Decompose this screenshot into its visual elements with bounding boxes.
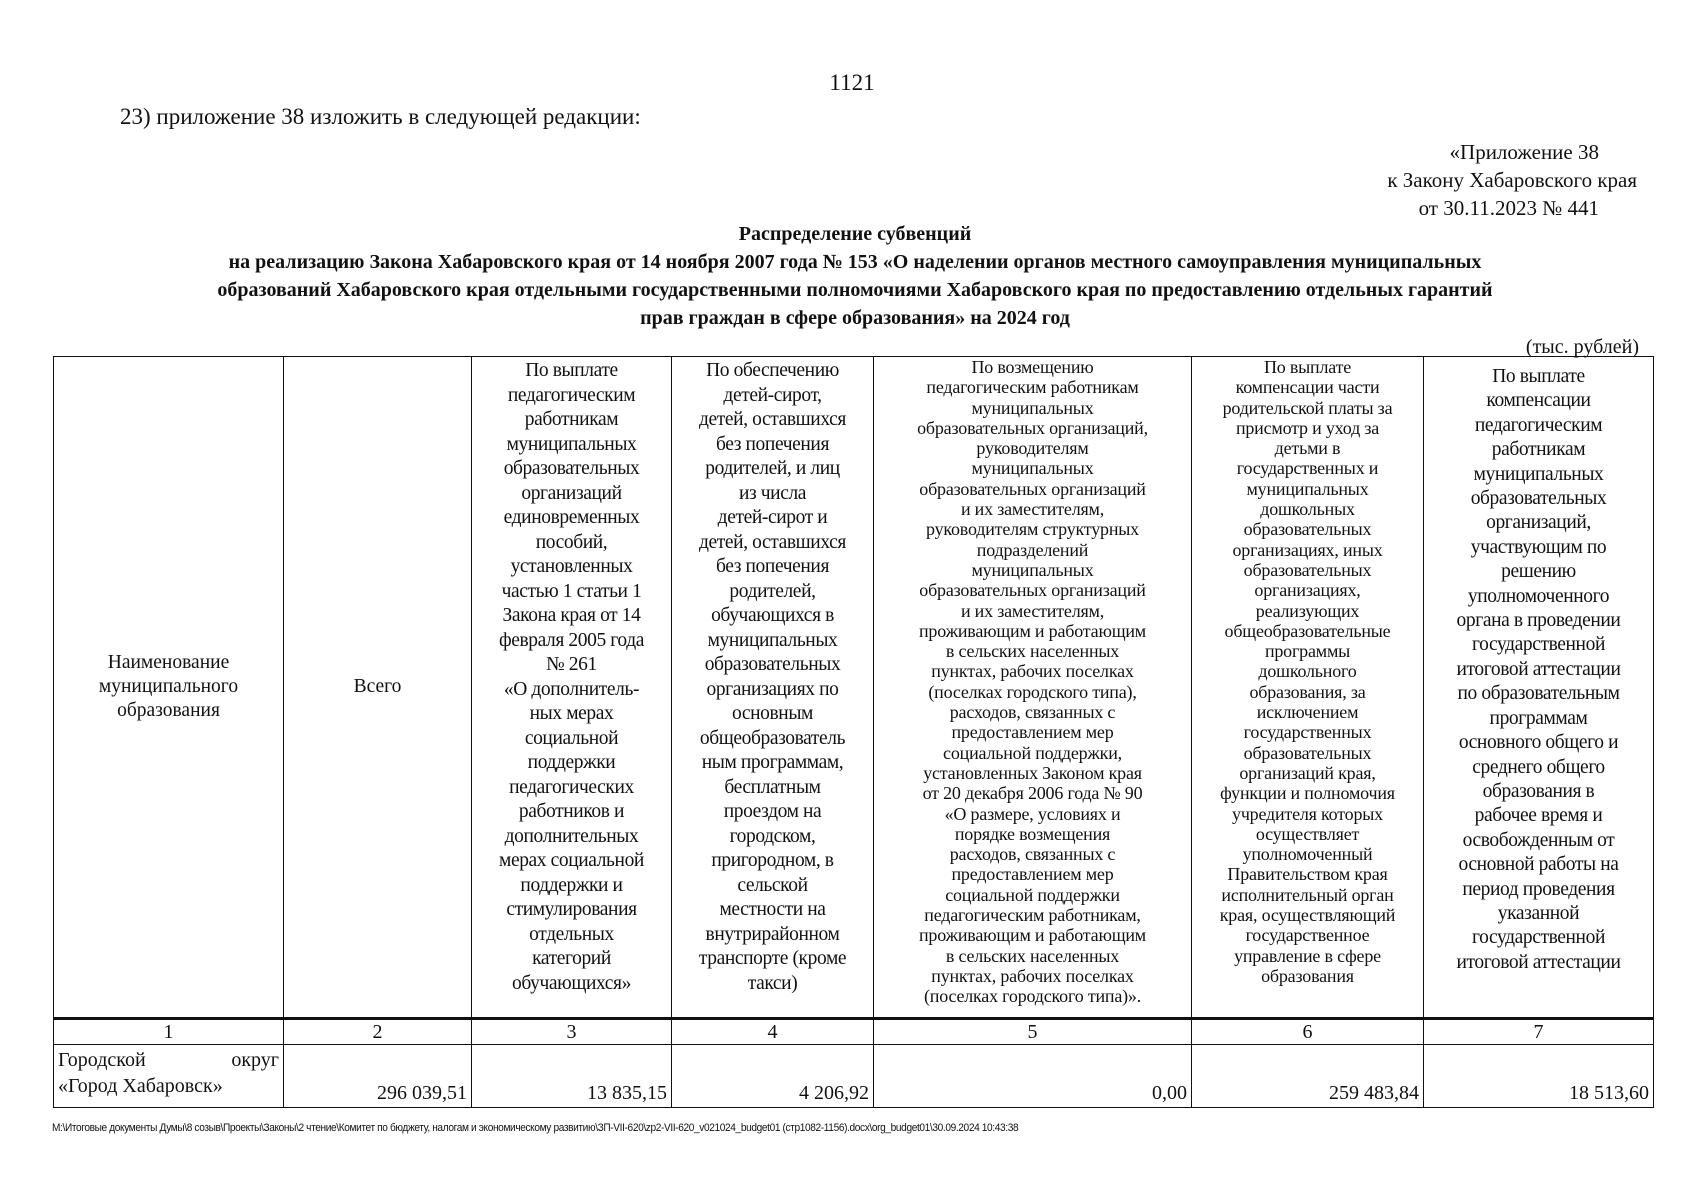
header-line: «О дополнитель- (503, 678, 640, 700)
header-line: государственной (1472, 634, 1605, 656)
header-line: Правительством края (1227, 864, 1388, 885)
header-line: уполномоченный (1242, 844, 1373, 865)
header-line: края, осуществляющий (1219, 905, 1396, 926)
document-title (60, 220, 1650, 332)
header-line: государственное (1245, 925, 1370, 946)
header-line: без попечения (715, 433, 830, 455)
header-line: родителей, (729, 580, 816, 602)
header-line: итоговой аттестации (1456, 658, 1621, 680)
header-line: муниципальных (1473, 463, 1604, 485)
header-line: и их заместителям, (960, 499, 1105, 520)
header-line: расходов, связанных с (949, 844, 1116, 865)
header-line: социальной поддержки, (943, 742, 1122, 763)
header-line: образования (1261, 965, 1354, 986)
header-line: пунктах, рабочих поселках (931, 965, 1134, 986)
header-line: образования (117, 700, 220, 721)
header-line: руководителям структурных (926, 519, 1139, 540)
header-line: и их заместителям, (960, 600, 1105, 621)
header-line: органа в проведении (1456, 610, 1621, 632)
municipality-name (54, 1045, 284, 1108)
header-line: образования в (1482, 780, 1595, 802)
header-col4 (672, 357, 874, 1019)
header-line: образовательных организаций, (917, 417, 1148, 438)
header-line: По выплате (1263, 357, 1352, 377)
header-line: городском, (729, 825, 816, 847)
header-line: среднего общего (1472, 756, 1605, 778)
header-line: проездом на (723, 801, 822, 822)
header-line: Закона края от 14 (502, 605, 641, 626)
header-line: функции и полномочия (1220, 783, 1395, 804)
header-municipality (54, 357, 284, 1019)
header-line: По выплате (525, 360, 618, 381)
header-line: предоставлением мер (951, 722, 1114, 743)
header-line: муниципальных (707, 629, 838, 651)
header-line: руководителям (976, 438, 1089, 459)
value-total: 296 039,51 (284, 1045, 472, 1108)
appendix-line: «Приложение 38 (1449, 140, 1599, 164)
header-line: образовательных организаций (919, 580, 1146, 601)
subsidy-table (53, 356, 1654, 1108)
header-line: подразделений (976, 539, 1089, 560)
header-line: уполномоченного (1467, 585, 1610, 607)
intro-text: 23) приложение 38 изложить в следующей редакции: (120, 104, 641, 129)
column-number: 7 (1424, 1019, 1654, 1045)
header-line: работникам (524, 409, 619, 430)
header-line: период проведения (1462, 878, 1615, 900)
header-line: дошкольного (1258, 661, 1357, 682)
header-line: педагогическим (1474, 414, 1603, 436)
header-line: дошкольных (1260, 499, 1355, 520)
header-line: транспорте (кроме (698, 948, 847, 969)
header-line: управление в сфере (1234, 945, 1381, 966)
title-line: Распределение субвенций (738, 223, 972, 245)
header-line: педагогическим работникам (926, 377, 1139, 398)
header-line: отдельных (529, 923, 614, 945)
appendix-line: к Закону Хабаровского края (1387, 168, 1637, 192)
header-line: указанной (1497, 902, 1580, 924)
name-line: Городской округ (58, 1049, 279, 1071)
column-number: 1 (54, 1019, 284, 1045)
header-line: муниципальных (506, 433, 637, 455)
name-line: «Город Хабаровск» (58, 1075, 223, 1097)
header-line: государственной (1472, 927, 1605, 949)
header-line: исполнительный орган (1221, 884, 1394, 905)
header-line: социальной (524, 727, 619, 749)
header-col6 (1192, 357, 1424, 1019)
header-line: обучающихся в (711, 605, 834, 626)
header-line: мерах социальной (499, 850, 644, 871)
value-col3: 13 835,15 (472, 1045, 672, 1108)
header-line: освобожденным от (1462, 829, 1615, 851)
header-line: пригородном, в (711, 850, 834, 871)
header-line: муниципальных (971, 559, 1094, 580)
header-line: внутрирайонном (705, 923, 840, 945)
header-line: организациях, иных (1232, 539, 1383, 560)
column-number: 2 (284, 1019, 472, 1045)
header-line: организаций края, (1239, 762, 1376, 783)
header-line: организациях по (706, 678, 839, 700)
header-line: компенсации (1486, 390, 1591, 412)
header-line: решению (1501, 561, 1576, 583)
title-line: образований Хабаровского края отдельными государственными полномочиями Хабаровского края по предоставлению отдельных гарантий (217, 279, 1493, 301)
table-header-row (54, 357, 1654, 1019)
header-line: такси) (747, 972, 798, 994)
header-line: частью 1 статьи 1 (501, 580, 642, 602)
header-line: № 261 (546, 654, 597, 675)
column-number: 6 (1192, 1019, 1424, 1045)
header-line: ных мерах (529, 703, 614, 724)
header-line: расходов, связанных с (949, 702, 1116, 723)
header-line: педагогических (509, 776, 634, 798)
header-line: общеобразовательные (1224, 620, 1391, 641)
header-line: основной работы на (1458, 854, 1619, 876)
header-line: социальной поддержки (945, 884, 1120, 905)
header-line: работников и (518, 801, 625, 822)
units-label: (тыс. рублей) (1525, 336, 1639, 358)
header-line: По возмещению (971, 357, 1094, 377)
header-line: муниципальных (971, 458, 1094, 479)
header-line: образовательных (1243, 742, 1372, 763)
header-line: образовательных (1243, 519, 1372, 540)
header-line: участвующим по (1470, 536, 1607, 558)
header-line: образования, за (1249, 681, 1366, 702)
header-line: без попечения (715, 556, 830, 577)
header-line: образовательных организаций (919, 478, 1146, 499)
header-line: педагогическим (507, 384, 636, 406)
header-total: Всего (284, 357, 472, 1019)
header-line: муниципальных (971, 397, 1094, 418)
header-line: По выплате (1492, 366, 1585, 387)
column-number: 5 (874, 1019, 1192, 1045)
header-line: ным программам, (701, 752, 844, 773)
header-line: от 20 декабря 2006 года № 90 (922, 783, 1143, 804)
header-line: дополнительных (504, 825, 639, 847)
value-col4: 4 206,92 (672, 1045, 874, 1108)
header-line: поддержки (527, 752, 616, 773)
header-line: предоставлением мер (951, 864, 1114, 885)
header-line: «О размере, условиях и (944, 803, 1121, 824)
header-line: в сельских населенных (945, 641, 1120, 662)
header-line: организаций (521, 482, 622, 504)
header-line: установленных Законом края (923, 762, 1142, 783)
header-col7 (1424, 357, 1654, 1019)
header-line: порядке возмещения (954, 823, 1111, 844)
page-number: 1121 (829, 70, 875, 95)
header-line: образовательных (1470, 488, 1607, 510)
header-line: сельской (737, 874, 808, 896)
header-line: муниципальных (1246, 478, 1369, 499)
header-line: итоговой аттестации (1456, 951, 1621, 973)
header-line: образовательных (704, 654, 841, 675)
header-line: пунктах, рабочих поселках (931, 661, 1134, 682)
header-line: образовательных (1243, 559, 1372, 580)
header-line: пособий, (535, 531, 608, 553)
appendix-line: от 30.11.2023 № 441 (1418, 196, 1599, 220)
header-line: родительской платы за (1222, 397, 1393, 418)
header-line: установленных (510, 556, 633, 577)
header-line: детей, оставшихся (699, 531, 846, 553)
header-line: муниципального (98, 676, 239, 697)
header-col3 (472, 357, 672, 1019)
header-line: единовременных (503, 507, 640, 528)
header-line: осуществляет (1255, 823, 1360, 844)
column-number-row (54, 1019, 1654, 1045)
header-line: рабочее время и (1474, 805, 1603, 827)
header-line: основного общего и (1458, 732, 1619, 754)
header-line: компенсации части (1235, 377, 1380, 398)
header-line: детьми в (1274, 438, 1341, 459)
header-line: образовательных (503, 458, 640, 479)
header-line: (поселках городского типа), (928, 681, 1137, 702)
header-col5 (874, 357, 1192, 1019)
header-line: государственных и (1236, 458, 1379, 479)
header-line: местности на (719, 899, 826, 920)
header-line: исключением (1256, 702, 1359, 723)
header-line: общеобразователь (699, 727, 846, 749)
header-line: из числа (738, 482, 807, 504)
header-line: по образовательным (1457, 683, 1620, 705)
value-col6: 259 483,84 (1192, 1045, 1424, 1108)
title-line: прав граждан в сфере образования» на 2024 год (640, 307, 1070, 329)
header-line: стимулирования (506, 899, 637, 920)
header-line: работникам (1491, 439, 1586, 461)
header-line: бесплатным (724, 776, 821, 798)
file-path-footer: M:\Итоговые документы Думы\8 созыв\Проекты\Законы\2 чтение\Комитет по бюджету, налогам и экономическому развитию\ЗП-VII-620\zp2-VII-620_v021024_budget01 (стр1082-1156).docx\org_budget01\30.09.2024 10:43:38 (52, 1122, 1019, 1134)
header-line: учредителя которых (1232, 803, 1383, 824)
header-line: детей-сирот и (717, 507, 828, 528)
header-line: детей-сирот, (723, 384, 822, 406)
header-line: проживающим и работающим (919, 925, 1146, 946)
appendix-reference (1387, 138, 1637, 222)
header-line: программы (1264, 641, 1351, 662)
value-col5: 0,00 (874, 1045, 1192, 1108)
header-line: категорий (532, 948, 611, 969)
header-line: поддержки и (520, 874, 623, 896)
header-line: основным (732, 703, 813, 724)
header-line: детей, оставшихся (699, 409, 846, 430)
header-line: проживающим и работающим (919, 620, 1146, 641)
header-line: реализующих (1255, 600, 1360, 621)
title-line: на реализацию Закона Хабаровского края от 14 ноября 2007 года № 153 «О наделении органов местного самоуправления муниципальных (228, 251, 1482, 273)
header-line: организаций, (1486, 512, 1591, 534)
header-line: обучающихся» (512, 972, 631, 994)
value-col7: 18 513,60 (1424, 1045, 1654, 1108)
header-line: февраля 2005 года (498, 629, 644, 651)
table-row (54, 1045, 1654, 1108)
header-line: государственных (1243, 722, 1372, 743)
header-line: Наименование (107, 652, 230, 673)
header-line: По обеспечению (706, 360, 839, 381)
header-line: программам (1489, 707, 1588, 729)
header-line: педагогическим работникам, (924, 905, 1141, 926)
header-line: родителей, и лиц (705, 458, 840, 479)
header-line: (поселках городского типа)». (923, 986, 1142, 1007)
header-line: в сельских населенных (945, 945, 1120, 966)
column-number: 4 (672, 1019, 874, 1045)
header-line: организациях, (1254, 580, 1361, 601)
header-line: присмотр и уход за (1235, 417, 1380, 438)
column-number: 3 (472, 1019, 672, 1045)
